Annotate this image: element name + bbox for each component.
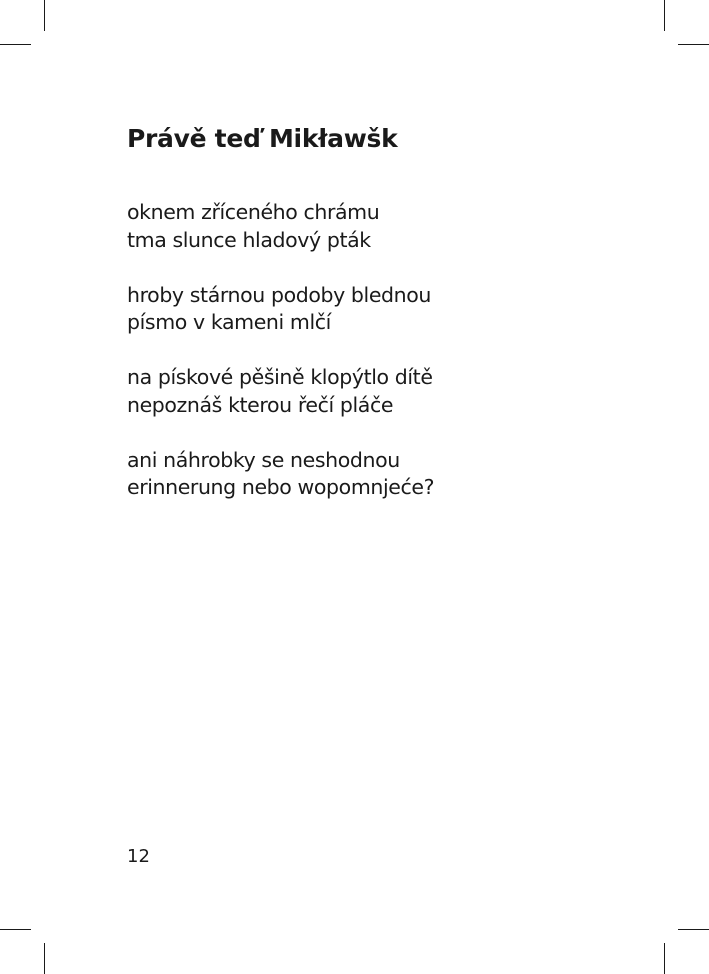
stanza-4 — [127, 447, 607, 502]
poem-line: tma slunce hladový pták — [127, 227, 371, 252]
stanza-1 — [127, 199, 607, 254]
stanza-2 — [127, 282, 607, 337]
crop-mark-top-right-vertical — [664, 0, 665, 31]
poem-line: hroby stárnou podoby blednou — [127, 282, 431, 307]
poem-line: ani náhrobky se neshodnou — [127, 447, 400, 472]
crop-mark-top-right-horizontal — [678, 44, 709, 45]
crop-mark-bottom-right-vertical — [664, 943, 665, 974]
poem-line: na pískové pěšině klopýtlo dítě — [127, 365, 433, 389]
crop-mark-bottom-right-horizontal — [678, 929, 709, 930]
poem-line: oknem zříceného chrámu — [127, 200, 380, 224]
poem-line: písmo v kameni mlčí — [127, 310, 331, 334]
poem-line: nepoznáš kterou řečí pláče — [127, 392, 394, 417]
poem-title: Právě teď Mikławšk — [127, 124, 398, 153]
poem-body — [127, 199, 607, 529]
stanza-3 — [127, 364, 607, 419]
crop-mark-bottom-left-vertical — [44, 943, 45, 974]
poem-line: erinnerung nebo wopomnjeće? — [127, 475, 435, 499]
crop-mark-bottom-left-horizontal — [0, 929, 31, 930]
page-number: 12 — [127, 846, 150, 867]
crop-mark-top-left-vertical — [44, 0, 45, 31]
crop-mark-top-left-horizontal — [0, 44, 31, 45]
